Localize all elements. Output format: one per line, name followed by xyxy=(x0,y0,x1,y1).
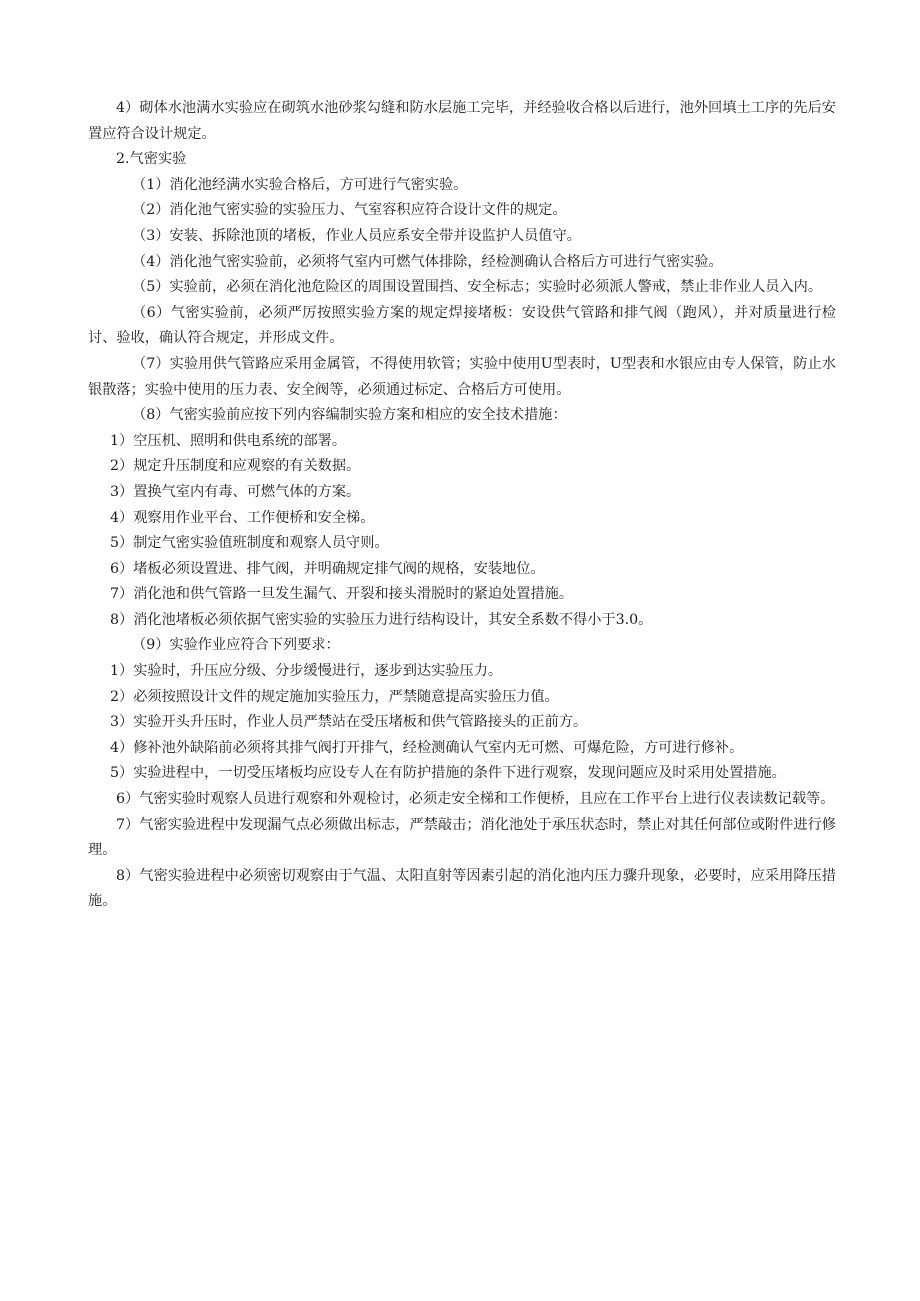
paragraph-item-7: （7）实验用供气管路应采用金属管，不得使用软管；实验中使用U型表时，U型表和水银应由专人保管，防止水银散落；实验中使用的压力表、安全阀等，必须通过标定、合格后方可使用。 xyxy=(88,355,836,398)
list-item: 5）实验进程中，一切受压堵板均应设专人在有防护措施的条件下进行观察，发现问题应及时采用处置措施。 xyxy=(110,765,786,782)
list-item: 5）制定气密实验值班制度和观察人员守则。 xyxy=(110,535,389,552)
list-item: 4）观察用作业平台、工作便桥和安全梯。 xyxy=(110,509,375,526)
list-item: 1）实验时，升压应分级、分步缓慢进行，逐步到达实验压力。 xyxy=(110,663,503,680)
paragraph-item-5: （5）实验前，必须在消化池危险区的周围设置围挡、安全标志；实验时必须派人警戒，禁止非作业人员入内。 xyxy=(132,279,823,296)
list-item: 3）实验开头升压时，作业人员严禁站在受压堵板和供气管路接头的正前方。 xyxy=(110,714,588,731)
list-item: 7）消化池和供气管路一旦发生漏气、开裂和接头滑脱时的紧迫处置措施。 xyxy=(110,586,574,603)
paragraph-item-8: （8）气密实验前应按下列内容编制实验方案和相应的安全技术措施： xyxy=(132,407,567,424)
list-item: 6）堵板必须设置进、排气阀，并明确规定排气阀的规格，安装地位。 xyxy=(110,560,545,577)
paragraph-item-3: （3）安装、拆除池顶的堵板，作业人员应系安全带并设监护人员值守。 xyxy=(132,227,581,244)
list-item: 3）置换气室内有毒、可燃气体的方案。 xyxy=(110,483,361,500)
list-item: 8）气密实验进程中必须密切观察由于气温、太阳直射等因素引起的消化池内压力骤升现象，必要时，应采用降压措施。 xyxy=(88,867,836,910)
list-item: 2）规定升压制度和应观察的有关数据。 xyxy=(110,458,361,475)
list-item: 8）消化池堵板必须依据气密实验的实验压力进行结构设计，其安全系数不得小于3.0。 xyxy=(110,611,653,628)
paragraph-item-1: （1）消化池经满水实验合格后，方可进行气密实验。 xyxy=(132,176,468,193)
paragraph-item-2: （2）消化池气密实验的实验压力、气室容积应符合设计文件的规定。 xyxy=(132,202,567,219)
paragraph-item-9: （9）实验作业应符合下列要求： xyxy=(132,637,340,654)
paragraph-item-4: （4）消化池气密实验前，必须将气室内可燃气体排除，经检测确认合格后方可进行气密实验。 xyxy=(132,253,723,270)
section-heading-airtight-test: 2.气密实验 xyxy=(116,151,187,168)
paragraph-item-6: （6）气密实验前，必须严厉按照实验方案的规定焊接堵板：安设供气管路和排气阀（跑风），并对质量进行检讨、验收，确认符合规定，并形成文件。 xyxy=(88,304,836,347)
paragraph-4-masonry-tank-test: 4）砌体水池满水实验应在砌筑水池砂浆勾缝和防水层施工完毕，并经验收合格以后进行，池外回填土工序的先后安置应符合设计规定。 xyxy=(88,100,836,142)
list-item: 2）必须按照设计文件的规定施加实验压力，严禁随意提高实验压力值。 xyxy=(110,688,559,705)
list-item: 6）气密实验时观察人员进行观察和外观检讨，必须走安全梯和工作便桥，且应在工作平台上进行仪表读数记载等。 xyxy=(116,791,835,808)
list-item: 1）空压机、照明和供电系统的部署。 xyxy=(110,432,347,449)
list-item: 4）修补池外缺陷前必须将其排气阀打开排气，经检测确认气室内无可燃、可爆危险，方可进行修补。 xyxy=(110,739,744,756)
document-page xyxy=(88,96,836,915)
list-item: 7）气密实验进程中发现漏气点必须做出标志，严禁敲击；消化池处于承压状态时，禁止对其任何部位或附件进行修理。 xyxy=(88,816,836,859)
